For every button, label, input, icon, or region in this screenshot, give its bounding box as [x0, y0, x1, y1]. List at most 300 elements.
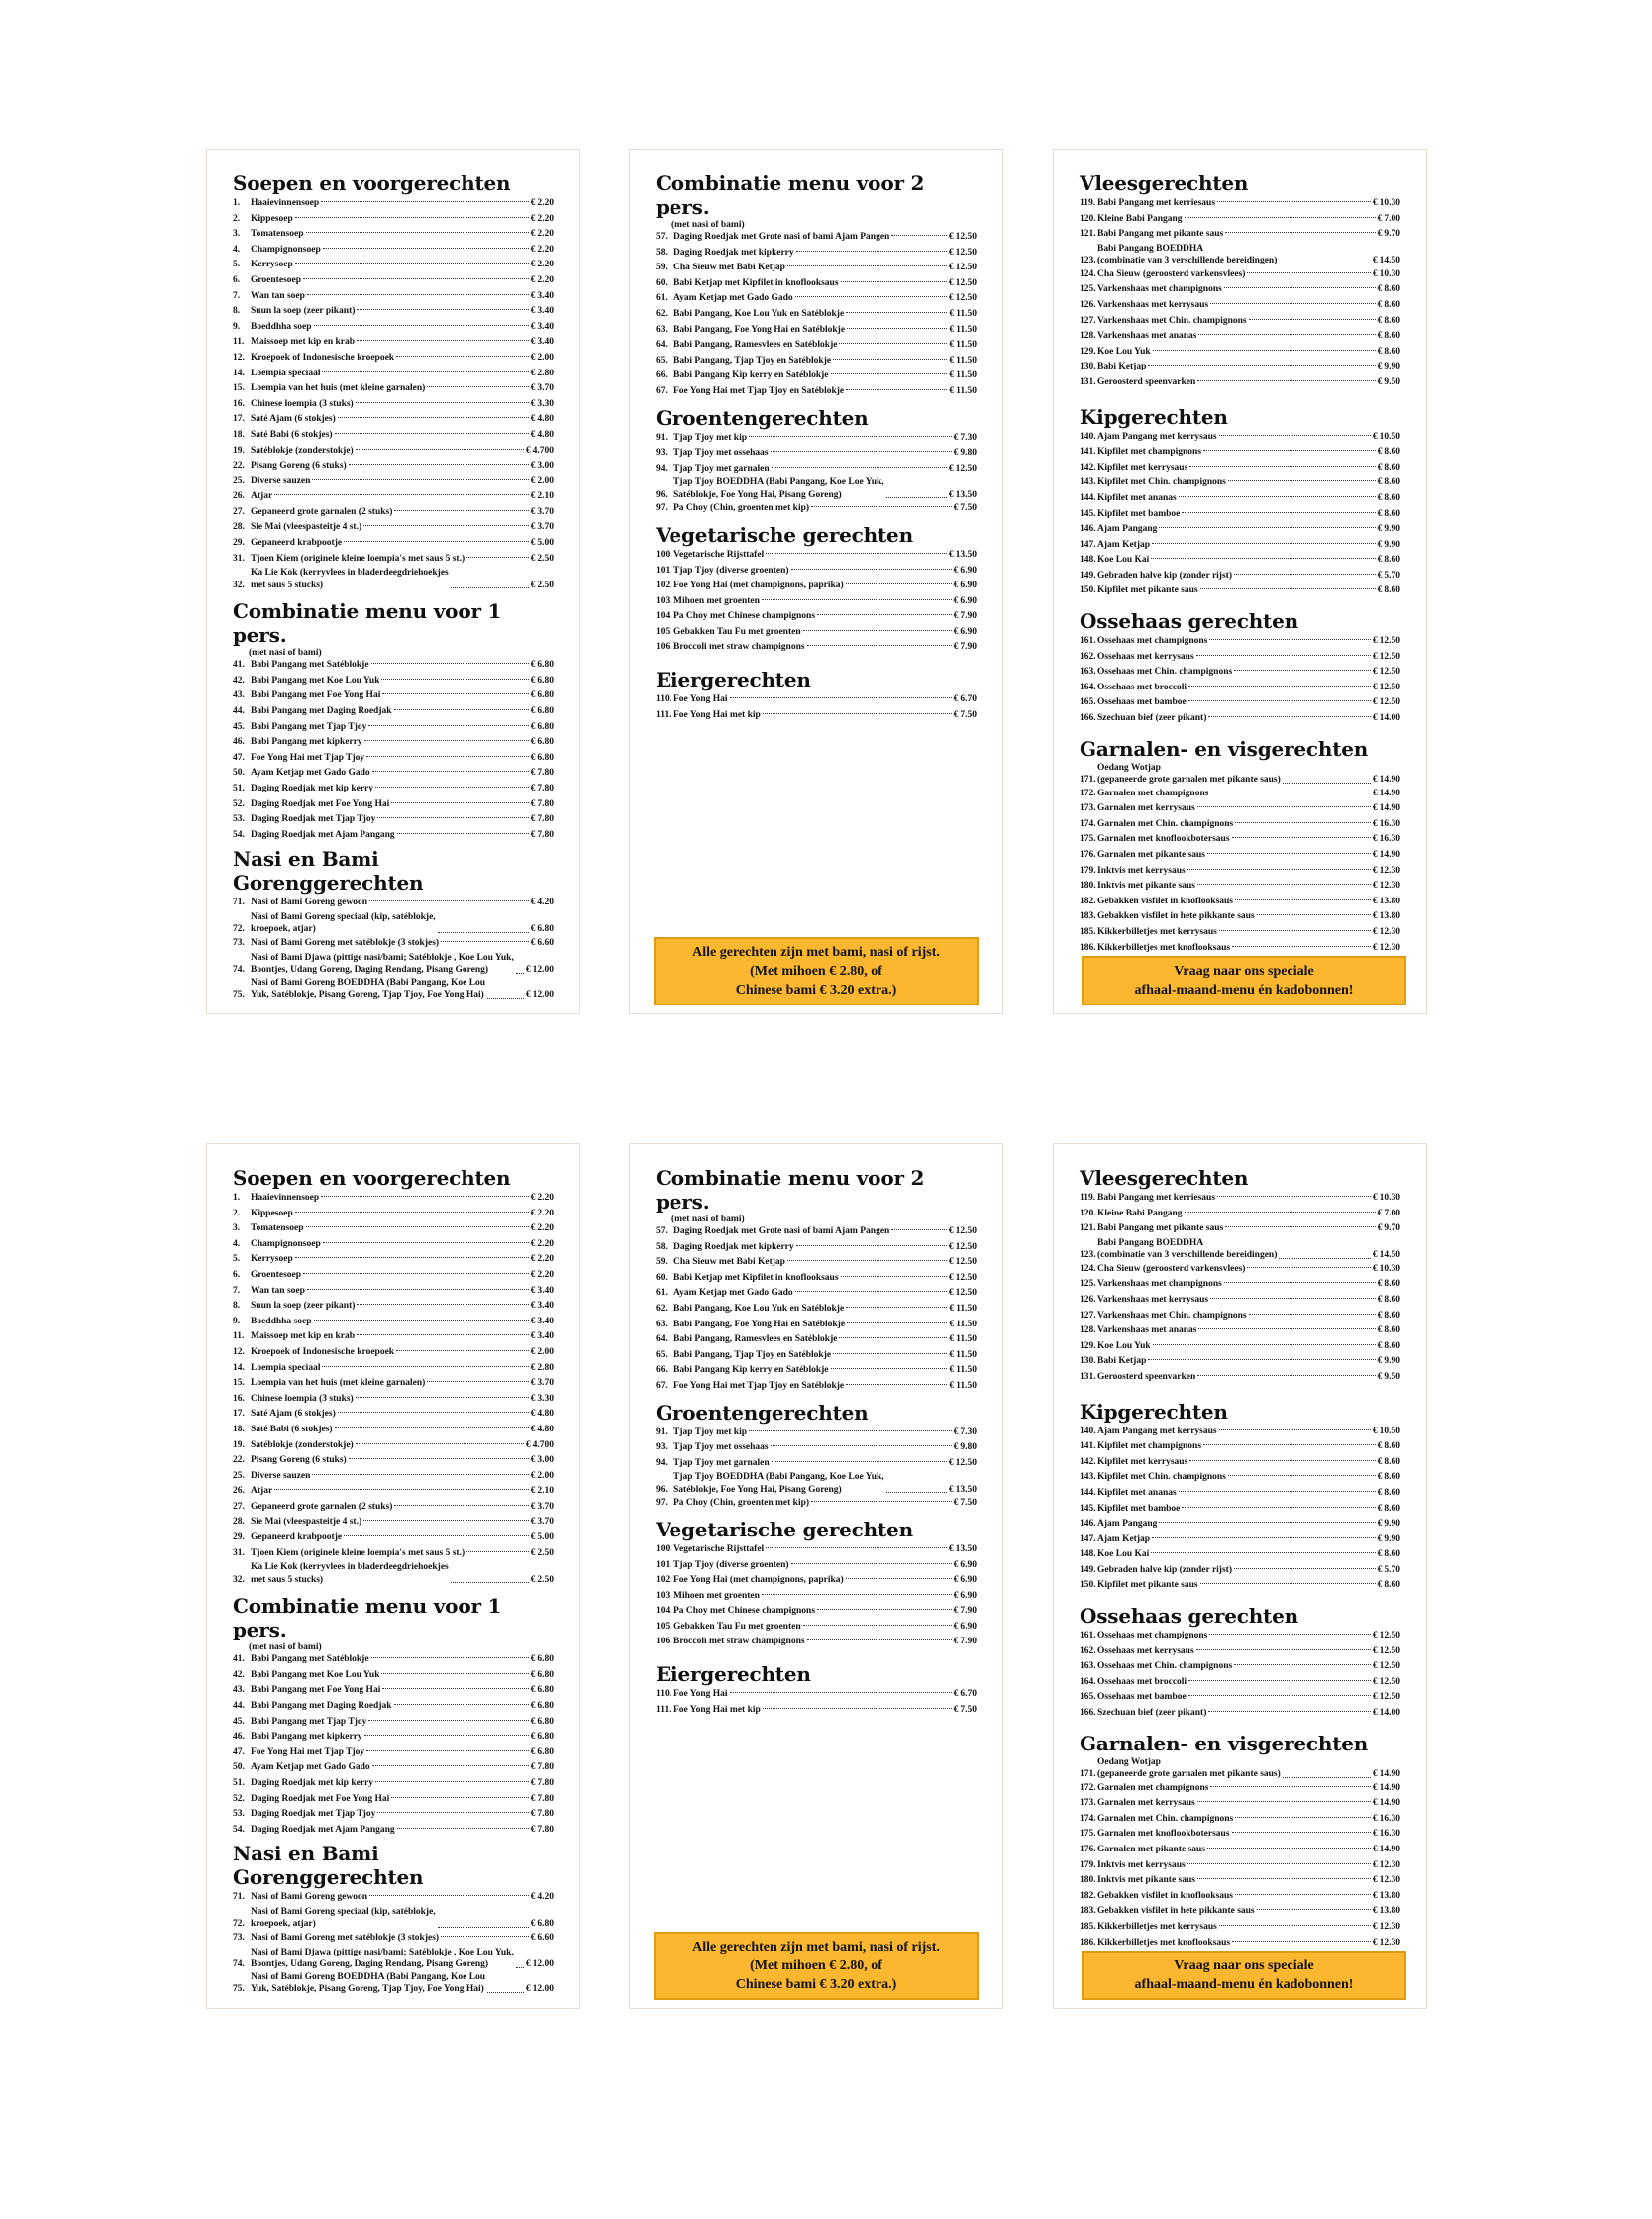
item-name-line-2: Satéblokje, Foe Yong Hai, Pisang Goreng)	[673, 1484, 842, 1495]
menu-item	[1080, 212, 1400, 228]
menu-item	[233, 227, 554, 243]
item-price: 8.60	[1384, 555, 1400, 566]
menu-item	[656, 1224, 977, 1240]
section-title-combi1: Combinatie menu voor 1 pers.	[233, 599, 502, 648]
currency-symbol: €	[953, 694, 959, 705]
item-name: Gebakken Tau Fu met groenten	[673, 626, 801, 637]
menu-item	[1080, 445, 1400, 461]
menu-item	[233, 1423, 554, 1438]
menu-item	[233, 911, 554, 936]
item-number: 111.	[656, 1704, 671, 1715]
currency-symbol: €	[1372, 896, 1378, 906]
item-name: Ossehaas met kerrysaus	[1097, 651, 1194, 662]
item-name: Tjoen Kiem (originele kleine loempia's met saus 5 st.)	[251, 553, 465, 564]
leader-dots	[749, 1430, 952, 1431]
banner-line-2: afhaal-maand-menu én kadobonnen!	[1134, 1977, 1354, 1992]
item-number: 74.	[233, 965, 245, 976]
leader-dots	[1235, 822, 1371, 823]
menu-item	[656, 384, 977, 400]
leader-dots	[1208, 1711, 1370, 1712]
item-name: Broccoli met straw champignons	[673, 642, 805, 653]
menu-panel-2	[629, 149, 1003, 1014]
leader-dots	[397, 1828, 529, 1829]
leader-dots	[846, 1307, 947, 1308]
item-number: 119.	[1080, 198, 1096, 208]
currency-symbol: €	[953, 1606, 959, 1617]
menu-item	[233, 536, 554, 552]
leader-dots	[749, 436, 952, 437]
menu-item	[1080, 848, 1400, 864]
menu-item	[1080, 650, 1400, 666]
item-price: 11.50	[956, 1334, 977, 1345]
item-number: 175.	[1080, 834, 1096, 845]
item-name: Kippesoep	[251, 1208, 293, 1218]
menu-item	[656, 462, 977, 477]
item-price: 12.00	[532, 965, 554, 976]
item-number: 146.	[1080, 524, 1096, 535]
item-number: 52.	[233, 1793, 245, 1804]
item-number: 29.	[233, 538, 245, 549]
item-number: 27.	[233, 506, 245, 517]
item-name: Kipfilet met bamboe	[1097, 1503, 1181, 1514]
menu-item	[1080, 1690, 1400, 1706]
currency-symbol: €	[530, 1701, 536, 1712]
currency-symbol: €	[953, 1621, 959, 1632]
item-name: Koe Lou Kai	[1097, 555, 1150, 566]
item-price: 9.90	[1384, 1519, 1400, 1530]
currency-symbol: €	[530, 798, 536, 809]
item-name-line-1: Nasi of Bami Goreng BOEDDHA (Babi Pangang, Koe Lou	[251, 1971, 486, 1982]
item-name: Wan tan soep	[251, 1285, 305, 1296]
item-name: Daging Roedjak met Ajam Pangang	[251, 1824, 395, 1835]
item-price: 7.80	[537, 784, 554, 793]
currency-symbol: €	[530, 1238, 536, 1249]
item-number: 141.	[1080, 447, 1096, 458]
menu-item	[233, 952, 554, 977]
menu-item	[1080, 1354, 1400, 1370]
menu-item	[1080, 196, 1400, 212]
vega-list	[656, 1542, 977, 1650]
currency-symbol: €	[530, 1346, 536, 1357]
item-price: 13.50	[955, 549, 977, 560]
menu-item	[233, 381, 554, 397]
item-name: Garnalen met knoflookbotersaus	[1097, 834, 1230, 845]
item-price: 9.90	[1384, 539, 1400, 550]
item-price: 12.50	[955, 247, 977, 258]
item-price: 2.10	[537, 491, 554, 502]
menu-item	[233, 243, 554, 259]
currency-symbol: €	[1372, 942, 1378, 953]
leader-dots	[1198, 334, 1375, 335]
item-71	[233, 896, 554, 911]
currency-symbol: €	[530, 198, 536, 208]
groenten-list	[656, 1426, 977, 1472]
menu-item	[233, 273, 554, 289]
menu-item	[233, 1299, 554, 1315]
item-name: Gebraden halve kip (zonder rijst)	[1097, 1564, 1232, 1575]
currency-symbol: €	[530, 690, 536, 701]
menu-item	[233, 1191, 554, 1207]
leader-dots	[1159, 1522, 1375, 1523]
item-name: Varkenshaas met Chin. champignons	[1097, 1310, 1247, 1321]
leader-dots	[394, 709, 529, 710]
leader-dots	[1203, 1444, 1376, 1445]
item-price: 10.30	[1379, 268, 1400, 279]
currency-symbol: €	[1377, 1279, 1383, 1290]
item-number: 106.	[656, 642, 672, 653]
leader-dots	[321, 201, 528, 202]
item-number: 121.	[1080, 229, 1096, 240]
leader-dots	[1179, 1491, 1376, 1492]
leader-dots	[1224, 1282, 1376, 1283]
menu-item	[1080, 360, 1400, 375]
item-name: Kikkerbilletjes met knoflooksaus	[1097, 1937, 1231, 1948]
item-name: Tjap Tjoy (diverse groenten)	[673, 1559, 789, 1570]
item-number: 57.	[656, 232, 668, 242]
item-name: Kleine Babi Pangang	[1097, 1208, 1183, 1218]
item-price: 8.60	[1384, 1456, 1400, 1467]
currency-symbol: €	[1377, 1487, 1383, 1498]
item-name	[673, 1471, 884, 1496]
leader-dots	[1182, 1507, 1375, 1508]
menu-item	[1080, 695, 1400, 711]
currency-symbol: €	[1372, 926, 1378, 937]
item-72	[233, 911, 554, 936]
item-name: Ossehaas met champignons	[1097, 1631, 1208, 1641]
currency-symbol: €	[1372, 1426, 1378, 1436]
item-name: Loempia van het huis (met kleine garnalen)	[251, 1378, 426, 1389]
item-name: Szechuan bief (zeer pikant)	[1097, 1708, 1207, 1719]
item-name: Varkenshaas met champignons	[1097, 284, 1222, 295]
leader-dots	[1283, 1777, 1371, 1778]
currency-symbol: €	[948, 1257, 954, 1268]
item-number: 5.	[233, 1254, 241, 1265]
section-title-kip: Kipgerechten	[1080, 1399, 1228, 1424]
item-name: Babi Pangang met Foe Yong Hai	[251, 690, 381, 701]
item-price: 2.20	[537, 1223, 554, 1234]
item-name: Foe Yong Hai met Tjap Tjoy	[251, 752, 365, 763]
menu-item	[1080, 1293, 1400, 1309]
item-name: Cha Sieuw (geroosterd varkensvlees)	[1097, 268, 1246, 279]
menu-panel-3	[1053, 149, 1427, 1014]
item-number: 150.	[1080, 585, 1096, 596]
item-price: 2.80	[537, 368, 554, 378]
menu-item	[656, 1286, 977, 1302]
currency-symbol: €	[1372, 803, 1378, 814]
menu-item	[233, 704, 554, 720]
menu-item	[656, 323, 977, 339]
currency-symbol: €	[1372, 850, 1378, 860]
menu-item	[1080, 1781, 1400, 1797]
currency-symbol: €	[530, 1654, 536, 1665]
item-number: 124.	[1080, 268, 1096, 279]
leader-dots	[371, 1657, 529, 1658]
item-number: 149.	[1080, 570, 1096, 581]
leader-dots	[381, 1673, 528, 1674]
menu-item	[233, 1484, 554, 1500]
item-number: 59.	[656, 263, 668, 273]
menu-item	[656, 338, 977, 354]
leader-dots	[1187, 1863, 1371, 1864]
item-price: 9.50	[1384, 1371, 1400, 1382]
item-number: 52.	[233, 798, 245, 809]
item-name: Garnalen met kerrysaus	[1097, 1798, 1195, 1809]
leader-dots	[363, 1520, 529, 1521]
item-price: 16.30	[1379, 1829, 1400, 1840]
leader-dots	[1185, 217, 1376, 218]
menu-item	[233, 751, 554, 767]
menu-item	[1080, 583, 1400, 599]
leader-dots	[817, 1609, 952, 1610]
leader-dots	[306, 1226, 529, 1227]
menu-item	[1080, 1439, 1400, 1455]
leader-dots	[295, 263, 529, 264]
currency-symbol: €	[1377, 284, 1383, 295]
leader-dots	[817, 614, 952, 615]
item-name: Babi Pangang, Koe Lou Yuk en Satéblokje	[673, 308, 845, 319]
item-price: 2.10	[537, 1486, 554, 1497]
currency-symbol: €	[530, 1193, 536, 1203]
item-name: Varkenshaas met ananas	[1097, 331, 1197, 342]
leader-dots	[375, 787, 529, 788]
currency-symbol: €	[948, 1484, 954, 1495]
leader-dots	[1210, 1298, 1376, 1299]
item-price: 12.50	[1379, 1645, 1400, 1656]
menu-item	[656, 1332, 977, 1348]
item-name: Pa Choy met Chinese champignons	[673, 611, 816, 622]
leader-dots	[795, 296, 947, 297]
currency-symbol: €	[530, 1378, 536, 1389]
currency-symbol: €	[1372, 1645, 1378, 1656]
item-number: 183.	[1080, 911, 1096, 922]
item-name: Tjap Tjoy met garnalen	[673, 463, 770, 474]
item-number: 7.	[233, 1285, 241, 1296]
leader-dots	[274, 1489, 528, 1490]
item-price: 2.20	[537, 229, 554, 240]
item-name: Kipfilet met Chin. champignons	[1097, 477, 1226, 488]
item-number: 129.	[1080, 1340, 1096, 1351]
item-price: 11.50	[956, 1365, 977, 1376]
currency-symbol: €	[530, 1669, 536, 1680]
item-name: Daging Roedjak met kip kerry	[251, 1778, 374, 1788]
leader-dots	[1151, 1552, 1375, 1553]
currency-symbol: €	[1377, 1294, 1383, 1305]
leader-dots	[357, 1334, 529, 1335]
menu-item	[656, 1302, 977, 1318]
item-price: 9.50	[1384, 376, 1400, 387]
item-price: 12.50	[1379, 682, 1400, 692]
item-price: 5.70	[1384, 1564, 1400, 1575]
currency-symbol: €	[530, 675, 536, 686]
item-price: 12.50	[1379, 1676, 1400, 1687]
currency-symbol: €	[1372, 1263, 1378, 1274]
leader-dots	[811, 506, 952, 507]
menu-item	[1080, 329, 1400, 345]
item-number: 179.	[1080, 1859, 1096, 1870]
menu-item	[1080, 895, 1400, 910]
menu-item	[1080, 1904, 1400, 1920]
section-title-eier: Eiergerechten	[656, 668, 811, 692]
item-number: 125.	[1080, 284, 1096, 295]
leader-dots	[372, 1765, 529, 1766]
banner-line-2: (Met mihoen € 2.80, of	[750, 1958, 882, 1973]
currency-symbol: €	[530, 506, 536, 517]
promo-banner	[1082, 1951, 1406, 2000]
item-number: 161.	[1080, 1631, 1096, 1641]
menu-item	[1080, 909, 1400, 925]
item-name: Babi Pangang, Ramesvlees en Satéblokje	[673, 340, 838, 351]
leader-dots	[1200, 588, 1376, 589]
leader-dots	[1232, 1941, 1371, 1942]
item-name: Ajam Pangang	[1097, 1519, 1158, 1530]
menu-item	[1080, 1920, 1400, 1936]
item-price: 8.60	[1384, 1487, 1400, 1498]
menu-item	[656, 1703, 977, 1719]
combi1-list	[233, 1652, 554, 1838]
currency-symbol: €	[530, 1547, 536, 1558]
menu-item	[656, 1604, 977, 1620]
menu-item	[233, 688, 554, 704]
item-price: 2.50	[537, 580, 554, 590]
leader-dots	[791, 1563, 952, 1564]
menu-item	[656, 1558, 977, 1574]
item-73	[233, 1931, 554, 1947]
currency-symbol: €	[530, 1517, 536, 1528]
item-name: Ayam Ketjap met Gado Gado	[673, 1288, 793, 1299]
item-number: 123.	[1080, 1250, 1096, 1261]
item-name: Loempia van het huis (met kleine garnalen)	[251, 383, 426, 394]
leader-dots	[1209, 1634, 1371, 1635]
item-number: 147.	[1080, 1533, 1096, 1544]
item-name: Tjap Tjoy met kip	[673, 1426, 747, 1437]
item-price: 12.00	[532, 1959, 554, 1970]
menu-item	[656, 640, 977, 656]
leader-dots	[372, 771, 529, 772]
menu-panel-3	[1053, 1143, 1427, 2009]
ossehaas-list	[1080, 634, 1400, 727]
section-title-vega: Vegetarische gerechten	[656, 1517, 913, 1541]
currency-symbol: €	[1377, 1564, 1383, 1575]
item-number: 15.	[233, 383, 245, 394]
leader-dots	[369, 1895, 529, 1896]
leader-dots	[796, 251, 947, 252]
menu-item	[233, 674, 554, 689]
item-price: 6.60	[537, 937, 554, 948]
menu-item	[233, 444, 554, 460]
leader-dots	[1148, 365, 1375, 366]
currency-symbol: €	[948, 1241, 954, 1252]
item-price: 2.20	[537, 198, 554, 208]
item-name: Foe Yong Hai (met champignons, paprika)	[673, 1575, 844, 1586]
menu-item	[233, 1546, 554, 1562]
item-name: Inktvis met pikante saus	[1097, 881, 1195, 892]
item-name: Daging Roedjak met kipkerry	[673, 1241, 794, 1252]
item-price: 12.30	[1379, 881, 1400, 892]
currency-symbol: €	[530, 1331, 536, 1342]
leader-dots	[303, 278, 529, 279]
item-number: 123.	[1080, 256, 1096, 266]
section-title-nasi: Nasi en Bami Gorenggerechten	[233, 1842, 424, 1890]
leader-dots	[772, 467, 947, 468]
item-price: 6.80	[537, 660, 554, 671]
menu-item	[1080, 538, 1400, 554]
leader-dots	[807, 1639, 952, 1640]
item-name-line-1: Babi Pangang BOEDDHA	[1097, 1237, 1204, 1248]
menu-item	[233, 828, 554, 844]
item-name: Atjar	[251, 1486, 273, 1497]
item-name: Saté Babi (6 stokjes)	[251, 429, 333, 440]
item-name: Atjar	[251, 491, 273, 502]
leader-dots	[1228, 480, 1376, 481]
leader-dots	[1159, 527, 1375, 528]
item-price: 14.00	[1379, 713, 1400, 724]
item-name	[673, 476, 884, 501]
item-name: Diverse sauzen	[251, 476, 311, 486]
item-name: Varkenshaas met Chin. champignons	[1097, 315, 1247, 326]
menu-item	[233, 1500, 554, 1516]
leader-dots	[323, 248, 529, 249]
item-number: 183.	[1080, 1906, 1096, 1917]
currency-symbol: €	[1377, 539, 1383, 550]
item-price: 3.70	[537, 506, 554, 517]
menu-item	[1080, 1532, 1400, 1548]
item-name: Wan tan soep	[251, 290, 305, 301]
item-price: 7.80	[537, 798, 554, 809]
menu-item	[233, 1237, 554, 1253]
leader-dots	[787, 1260, 947, 1261]
menu-item	[1080, 1455, 1400, 1471]
item-number: 3.	[233, 1223, 241, 1234]
leader-dots	[1187, 869, 1371, 870]
item-number: 186.	[1080, 1937, 1096, 1948]
menu-item	[233, 367, 554, 382]
item-number: 164.	[1080, 1676, 1096, 1687]
menu-item	[656, 1620, 977, 1636]
item-price: 12.50	[955, 1457, 977, 1468]
item-name	[1097, 1756, 1281, 1781]
item-name: Nasi of Bami Goreng met satéblokje (3 stokjes)	[251, 1932, 440, 1943]
menu-item	[233, 412, 554, 428]
currency-symbol: €	[1372, 834, 1378, 845]
currency-symbol: €	[1377, 299, 1383, 310]
leader-dots	[763, 713, 952, 714]
item-name	[251, 1971, 485, 1996]
item-name: Ayam Ketjap met Gado Gado	[673, 293, 793, 304]
menu-item	[1080, 476, 1400, 491]
item-number: 171.	[1080, 1769, 1096, 1780]
currency-symbol: €	[1372, 431, 1378, 442]
item-price: 11.50	[956, 1380, 977, 1391]
currency-symbol: €	[530, 706, 536, 717]
item-name: Pa Choy (Chin, groenten met kip)	[673, 1498, 810, 1509]
item-number: 15.	[233, 1378, 245, 1389]
currency-symbol: €	[953, 1704, 959, 1715]
banner-line-3: Chinese bami € 3.20 extra.)	[735, 983, 897, 998]
item-number: 125.	[1080, 1279, 1096, 1290]
item-name: Babi Pangang met pikante saus	[1097, 1223, 1224, 1234]
item-price: 10.50	[1379, 1426, 1400, 1436]
item-number: 174.	[1080, 1813, 1096, 1824]
item-name-line-1: Nasi of Bami Djawa (pittige nasi/bami; Satéblokje , Koe Lou Yuk,	[251, 1947, 514, 1957]
item-name: Kikkerbilletjes met kerrysaus	[1097, 1921, 1217, 1932]
leader-dots	[1210, 303, 1376, 304]
item-name: Tjap Tjoy met ossehaas	[673, 1442, 769, 1453]
menu-item	[233, 1652, 554, 1668]
item-price: 3.00	[537, 461, 554, 472]
currency-symbol: €	[948, 1288, 954, 1299]
leader-dots	[466, 557, 529, 558]
item-price: 7.90	[960, 611, 977, 622]
